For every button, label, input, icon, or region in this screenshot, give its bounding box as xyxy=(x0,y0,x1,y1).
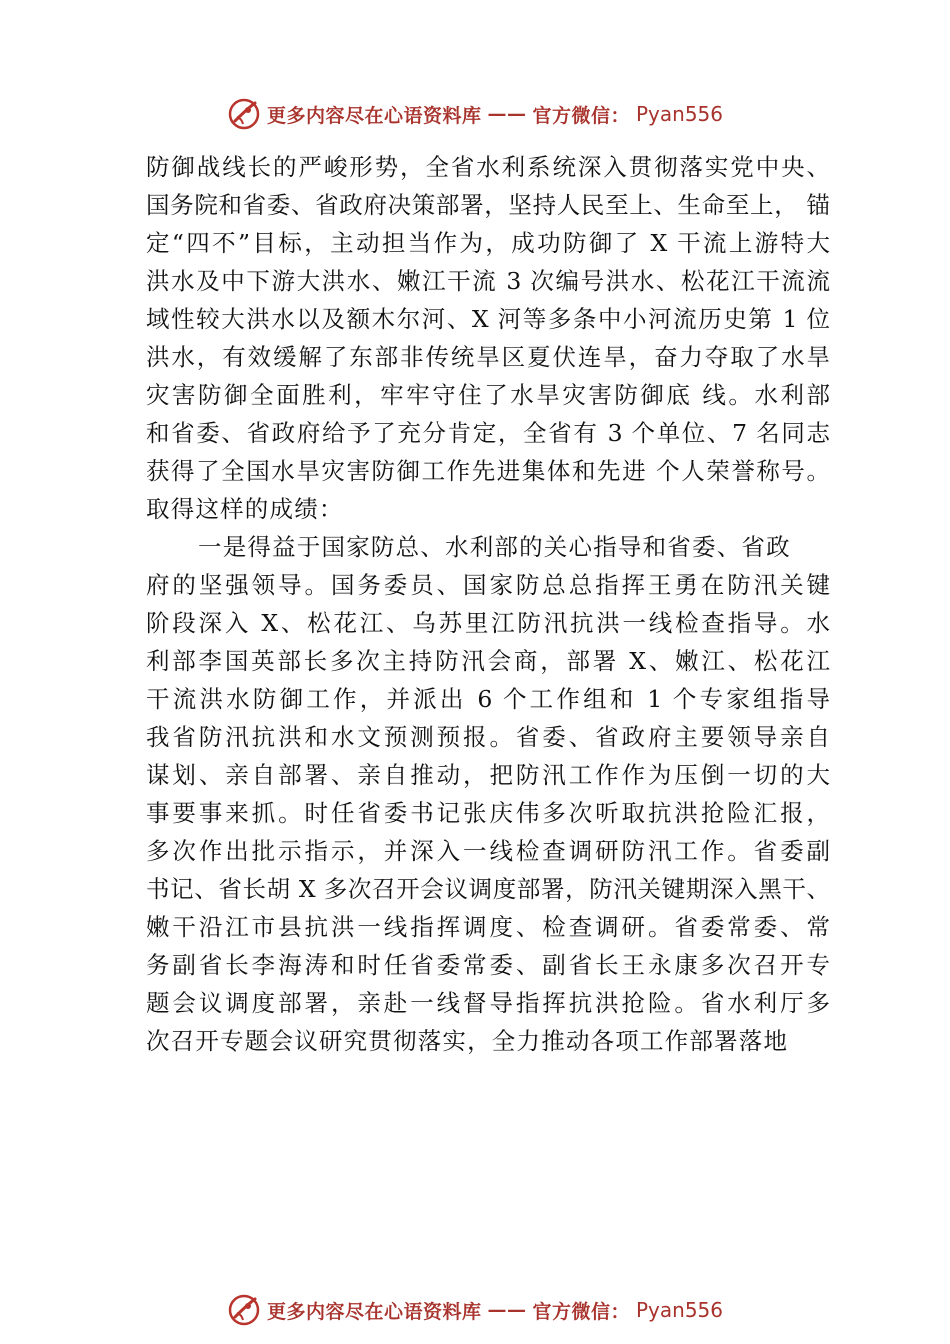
header-wechat-label: 官方微信： xyxy=(532,104,630,127)
body-line: 域性较大洪水以及额木尔河、X 河等多条中小河流历史第 1 位 xyxy=(146,305,830,333)
body-line: 定“四不”目标，主动担当作为，成功防御了 X 干流上游特大 xyxy=(146,229,830,257)
body-line: 嫩干沿江市县抗洪一线指挥调度、检查调研。省委常委、常 xyxy=(146,913,830,941)
body-line: 府的坚强领导。国务委员、国家防总总指挥王勇在防汛关键 xyxy=(146,571,830,599)
body-line: 国务院和省委、省政府决策部署，坚持人民至上、生命至上， 锚 xyxy=(146,191,830,219)
footer-brand-text: 更多内容尽在心语资料库 xyxy=(266,1300,482,1323)
footer-wechat-label: 官方微信： xyxy=(532,1300,630,1323)
header-wechat-id: Pyan556 xyxy=(636,102,724,126)
footer-wechat-id: Pyan556 xyxy=(636,1298,724,1322)
brush-logo-icon xyxy=(227,1293,261,1327)
body-line: 洪水及中下游大洪水、嫩江干流 3 次编号洪水、松花江干流流 xyxy=(146,267,830,295)
brush-logo-icon xyxy=(227,97,261,131)
body-line: 利部李国英部长多次主持防汛会商，部署 X、嫩江、松花江 xyxy=(146,647,830,675)
body-line: 书记、省长胡 X 多次召开会议调度部署，防汛关键期深入黑干、 xyxy=(146,875,830,903)
body-line: 务副省长李海涛和时任省委常委、副省长王永康多次召开专 xyxy=(146,951,830,979)
body-line: 多次作出批示指示，并深入一线检查调研防汛工作。省委副 xyxy=(146,837,830,865)
body-line: 我省防汛抗洪和水文预测预报。省委、省政府主要领导亲自 xyxy=(146,723,830,751)
footer-banner xyxy=(0,1290,950,1330)
body-line: 获得了全国水旱灾害防御工作先进集体和先进 个人荣誉称号。 xyxy=(146,457,830,485)
body-line: 题会议调度部署，亲赴一线督导指挥抗洪抢险。省水利厅多 xyxy=(146,989,830,1017)
body-line: 事要事来抓。时任省委书记张庆伟多次听取抗洪抢险汇报， xyxy=(146,799,830,827)
header-banner xyxy=(0,94,950,134)
document-body xyxy=(146,148,830,1060)
body-line: 次召开专题会议研究贯彻落实，全力推动各项工作部署落地 xyxy=(146,1027,789,1055)
body-line: 取得这样的成绩： xyxy=(146,495,344,523)
body-line: 灾害防御全面胜利，牢牢守住了水旱灾害防御底 线。水利部 xyxy=(146,381,830,409)
body-line: 一是得益于国家防总、水利部的关心指导和省委、省政 xyxy=(198,533,791,561)
body-line: 和省委、省政府给予了充分肯定，全省有 3 个单位、7 名同志 xyxy=(146,419,830,447)
header-brand-text: 更多内容尽在心语资料库 xyxy=(266,104,482,127)
body-line: 谋划、亲自部署、亲自推动，把防汛工作作为压倒一切的大 xyxy=(146,761,830,789)
header-dash: —— xyxy=(487,103,527,125)
body-line: 干流洪水防御工作，并派出 6 个工作组和 1 个专家组指导 xyxy=(146,685,830,713)
body-line: 洪水，有效缓解了东部非传统旱区夏伏连旱，奋力夺取了水旱 xyxy=(146,343,830,371)
body-line: 阶段深入 X、松花江、乌苏里江防汛抗洪一线检查指导。水 xyxy=(146,609,830,637)
footer-dash: —— xyxy=(487,1299,527,1321)
body-line: 防御战线长的严峻形势，全省水利系统深入贯彻落实党中央、 xyxy=(146,153,830,181)
